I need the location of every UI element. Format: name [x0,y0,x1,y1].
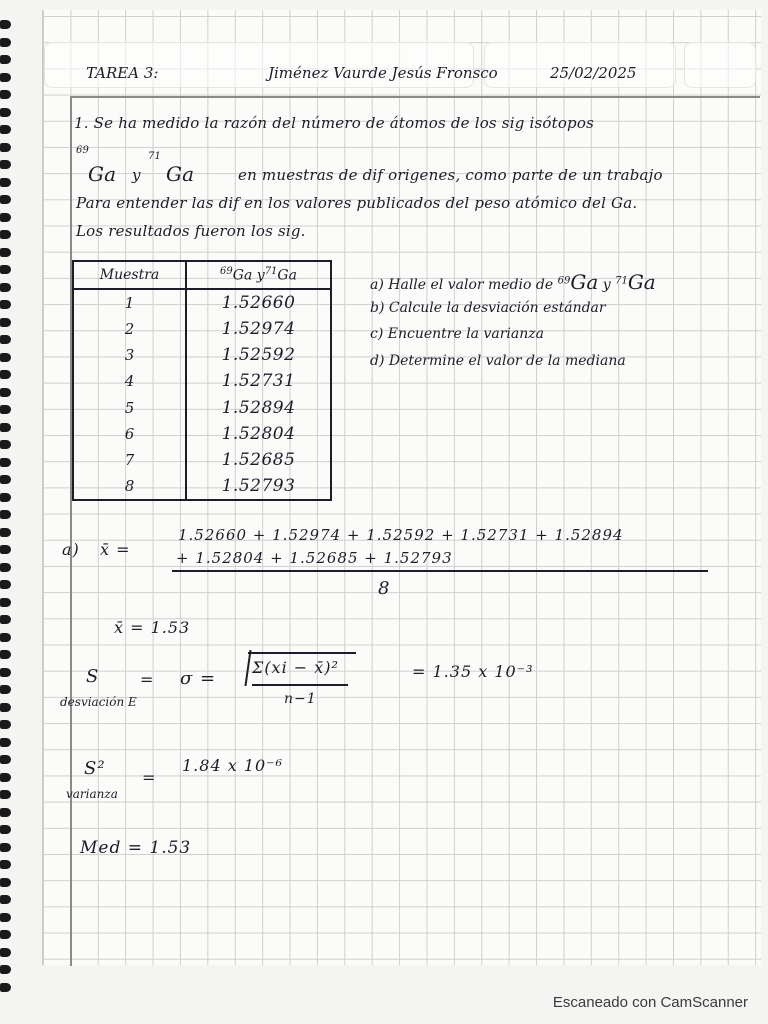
cell-valor: 1.52685 [186,447,331,473]
variance-result: 1.84 x 10⁻⁶ [182,756,284,775]
cell-muestra: 4 [73,368,186,394]
spiral-ring [0,388,11,397]
spiral-ring [0,108,11,117]
spiral-ring [0,773,11,782]
spiral-ring [0,370,11,379]
sqrt-bar [248,652,356,654]
cell-muestra: 6 [73,421,186,447]
cell-muestra: 1 [73,289,186,316]
spiral-ring [0,615,11,624]
spiral-ring [0,510,11,519]
mean-numerator-line-2: + 1.52804 + 1.52685 + 1.52793 [176,549,453,567]
problem-line-1: 1. Se ha medido la razón del número de átomos de los sig isótopos [74,114,594,132]
spiral-ring [0,38,11,47]
spiral-ring [0,248,11,257]
mean-numerator-line-1: 1.52660 + 1.52974 + 1.52592 + 1.52731 + 1.52894 [178,526,624,544]
spiral-ring [0,790,11,799]
spiral-ring [0,283,11,292]
table-row [73,394,331,420]
table-row [73,473,331,500]
table-row [73,316,331,342]
solution-a-label: a) [62,540,80,559]
spiral-ring [0,475,11,484]
cell-muestra: 7 [73,447,186,473]
spiral-ring [0,493,11,502]
sqrt-denominator: n−1 [284,691,317,707]
spiral-ring [0,738,11,747]
cell-valor: 1.52731 [186,368,331,394]
cell-valor: 1.52793 [186,473,331,500]
spiral-ring [0,528,11,537]
spiral-ring [0,160,11,169]
xbar-equals: x̄ = [100,540,131,559]
variance-symbol: S² [84,758,106,779]
spiral-ring [0,983,11,992]
cell-muestra: 8 [73,473,186,500]
spiral-ring [0,913,11,922]
spiral-ring [0,90,11,99]
spiral-ring [0,318,11,327]
spiral-ring [0,825,11,834]
spiral-ring [0,178,11,187]
spiral-ring [0,930,11,939]
cell-valor: 1.52974 [186,316,331,342]
spiral-ring [0,73,11,82]
spiral-ring [0,755,11,764]
question-d: d) Determine el valor de la mediana [370,353,626,369]
median-result: Med = 1.53 [80,838,192,858]
cell-muestra: 5 [73,394,186,420]
spiral-ring [0,440,11,449]
spiral-ring [0,703,11,712]
spiral-ring [0,685,11,694]
problem-line-3: Para entender las dif en los valores publicados del peso atómico del Ga. [76,194,638,212]
spiral-ring [0,55,11,64]
data-table [72,260,332,501]
isotope-conjunction: y [132,166,141,184]
std-equals: = [140,670,155,689]
spiral-ring [0,230,11,239]
spiral-ring [0,563,11,572]
mean-denominator: 8 [378,578,391,599]
cell-muestra: 3 [73,342,186,368]
isotope-ga71: Ga [166,162,195,186]
sqrt-fraction-bar [252,684,348,686]
cell-valor: 1.52894 [186,394,331,420]
table-row [73,368,331,394]
spiral-ring [0,650,11,659]
spiral-ring [0,125,11,134]
spiral-ring [0,143,11,152]
spiral-ring [0,598,11,607]
student-name: Jiménez Vaurde Jesús Fronsco [268,64,498,82]
col-header-muestra: Muestra [73,261,186,289]
header-rule [70,96,760,98]
spiral-ring [0,335,11,344]
cell-valor: 1.52660 [186,289,331,316]
spiral-ring [0,843,11,852]
question-b: b) Calcule la desviación estándar [370,300,606,316]
variance-subscript: varianza [66,787,118,801]
cell-valor: 1.52592 [186,342,331,368]
problem-line-4: Los resultados fueron los sig. [76,222,306,240]
problem-line-2-rest: en muestras de dif origenes, como parte de un trabajo [238,166,663,184]
mean-result: x̄ = 1.53 [114,618,191,637]
isotope-ga71-mass: 71 [148,151,162,162]
spiral-ring [0,965,11,974]
spiral-ring [0,668,11,677]
spiral-ring [0,265,11,274]
spiral-ring [0,300,11,309]
isotope-ga69: Ga [88,162,117,186]
spiral-ring [0,895,11,904]
spiral-ring [0,633,11,642]
sqrt-numerator: Σ(xi − x̄)² [252,658,339,677]
variance-equals: = [142,768,157,787]
question-c: c) Encuentre la varianza [370,326,544,342]
table-row [73,289,331,316]
std-result: = 1.35 x 10⁻³ [412,662,534,681]
spiral-ring [0,545,11,554]
margin-line [70,96,72,966]
assignment-title: TAREA 3: [86,64,159,82]
std-symbol: S [86,666,100,687]
spiral-ring [0,580,11,589]
sigma-equals: σ = [180,668,217,689]
col-header-ratio: $^{69}$Ga $y^{71}Ga$ [186,261,331,289]
spiral-ring [0,860,11,869]
spiral-ring [0,458,11,467]
question-a: a) Halle el valor medio de $^{69}$Ga y $^{71}$Ga [370,270,656,294]
spiral-ring [0,405,11,414]
header-logo-box [684,42,756,88]
spiral-ring [0,353,11,362]
spiral-ring [0,195,11,204]
table-row [73,447,331,473]
mean-fraction-bar [172,570,708,572]
scanner-watermark: Escaneado con CamScanner [552,994,748,1011]
std-subscript: desviación E [60,695,137,709]
table-row [73,342,331,368]
spiral-ring [0,720,11,729]
date: 25/02/2025 [550,64,637,82]
cell-muestra: 2 [73,316,186,342]
spiral-ring [0,423,11,432]
table-row [73,421,331,447]
spiral-ring [0,20,11,29]
spiral-ring [0,808,11,817]
cell-valor: 1.52804 [186,421,331,447]
spiral-binding [0,20,14,1000]
spiral-ring [0,213,11,222]
spiral-ring [0,878,11,887]
problem-line-2: 69 [76,145,90,156]
spiral-ring [0,948,11,957]
